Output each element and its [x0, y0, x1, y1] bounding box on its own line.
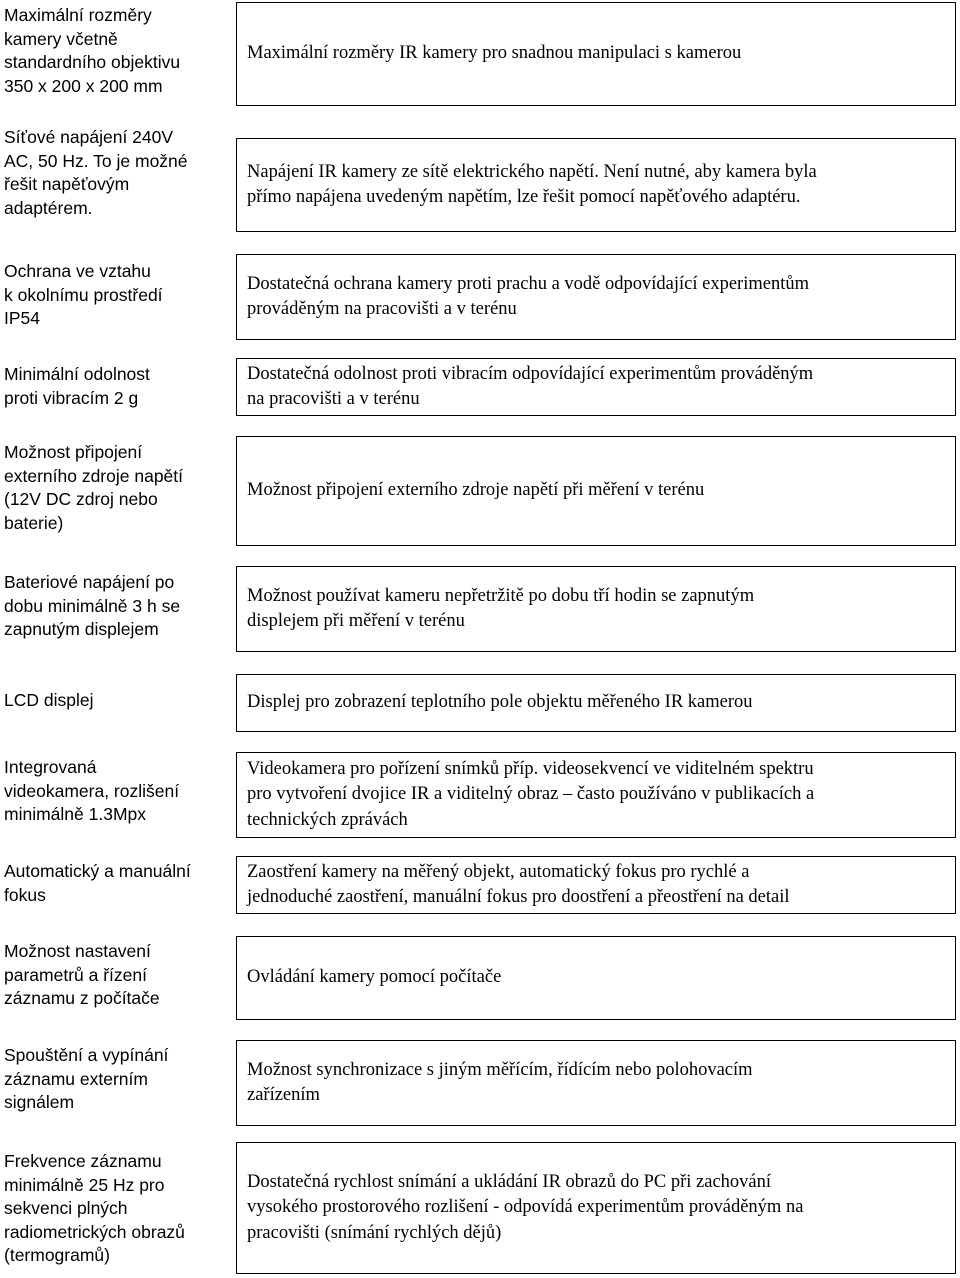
parameter-ip-protection: Ochrana ve vztahu k okolnímu prostředí IP54: [4, 261, 163, 329]
requirement-box-pc-control: [236, 936, 956, 1020]
parameter-vibration: Minimální odolnost proti vibracím 2 g: [4, 364, 150, 408]
requirement-text: Napájení IR kamery ze sítě elektrického napětí. Není nutné, aby kamera byla přímo napájena uvedeným napětím, lze řešit pomocí napěťového adaptéru.: [247, 161, 817, 207]
requirement-text: Možnost připojení externího zdroje napětí při měření v terénu: [247, 480, 705, 501]
requirement-text: Dostatečná odolnost proti vibracím odpovídající experimentům prováděným na pracovišti a v terénu: [247, 363, 814, 409]
parameter-lcd: LCD displej: [4, 690, 94, 710]
parameter-pc-control: Možnost nastavení parametrů a řízení záznamu z počítače: [4, 941, 160, 1009]
requirement-box-video-camera: [236, 752, 956, 838]
parameter-frame-rate: Frekvence záznamu minimálně 25 Hz pro sekvenci plných radiometrických obrazů (termogramů): [4, 1151, 185, 1266]
requirement-box-dimensions: [236, 2, 956, 106]
requirement-box-battery: [236, 566, 956, 652]
parameter-dimensions: Maximální rozměry kamery včetně standardního objektivu 350 x 200 x 200 mm: [4, 5, 181, 96]
requirement-box-vibration: [236, 358, 956, 416]
requirement-text: Dostatečná ochrana kamery proti prachu a vodě odpovídající experimentům prováděným na pracovišti a v terénu: [247, 273, 809, 319]
requirement-text: Ovládání kamery pomocí počítače: [247, 967, 502, 988]
parameter-video-camera: Integrovaná videokamera, rozlišení minimálně 1.3Mpx: [4, 757, 180, 825]
requirement-text: Videokamera pro pořízení snímků příp. videosekvencí ve viditelném spektru pro vytvoření dvojice IR a viditelný obraz – často používáno v publikacích a technických zprávách: [247, 758, 815, 830]
requirement-box-mains-power: [236, 138, 956, 232]
requirement-text: Maximální rozměry IR kamery pro snadnou manipulaci s kamerou: [247, 43, 742, 64]
requirement-box-external-power: [236, 436, 956, 546]
parameter-focus: Automatický a manuální fokus: [4, 861, 191, 905]
parameter-mains-power: Síťové napájení 240V AC, 50 Hz. To je možné řešit napěťovým adaptérem.: [4, 127, 188, 218]
requirement-text: Displej pro zobrazení teplotního pole objektu měřeného IR kamerou: [247, 692, 753, 713]
requirement-text: Možnost používat kameru nepřetržitě po dobu tří hodin se zapnutým displejem při měření v terénu: [247, 585, 755, 631]
requirement-text: Možnost synchronizace s jiným měřícím, řídícím nebo polohovacím zařízením: [247, 1059, 753, 1105]
requirement-box-ip-protection: [236, 254, 956, 340]
requirement-box-external-trigger: [236, 1040, 956, 1126]
parameter-battery: Bateriové napájení po dobu minimálně 3 h se zapnutým displejem: [4, 572, 181, 640]
parameter-external-power: Možnost připojení externího zdroje napětí (12V DC zdroj nebo baterie): [4, 442, 184, 533]
requirement-text: Zaostření kamery na měřený objekt, automatický fokus pro rychlé a jednoduché zaostření, manuální fokus pro doostření a přeostření na detail: [247, 861, 790, 907]
requirement-box-frame-rate: [236, 1142, 956, 1274]
requirement-box-focus: [236, 856, 956, 914]
parameter-external-trigger: Spouštění a vypínání záznamu externím signálem: [4, 1045, 169, 1113]
requirement-box-lcd: [236, 674, 956, 732]
requirement-text: Dostatečná rychlost snímání a ukládání IR obrazů do PC při zachování vysokého prostorového rozlišení - odpovídá experimentům prováděným na pracovišti (snímání rychlých dějů): [247, 1171, 804, 1243]
